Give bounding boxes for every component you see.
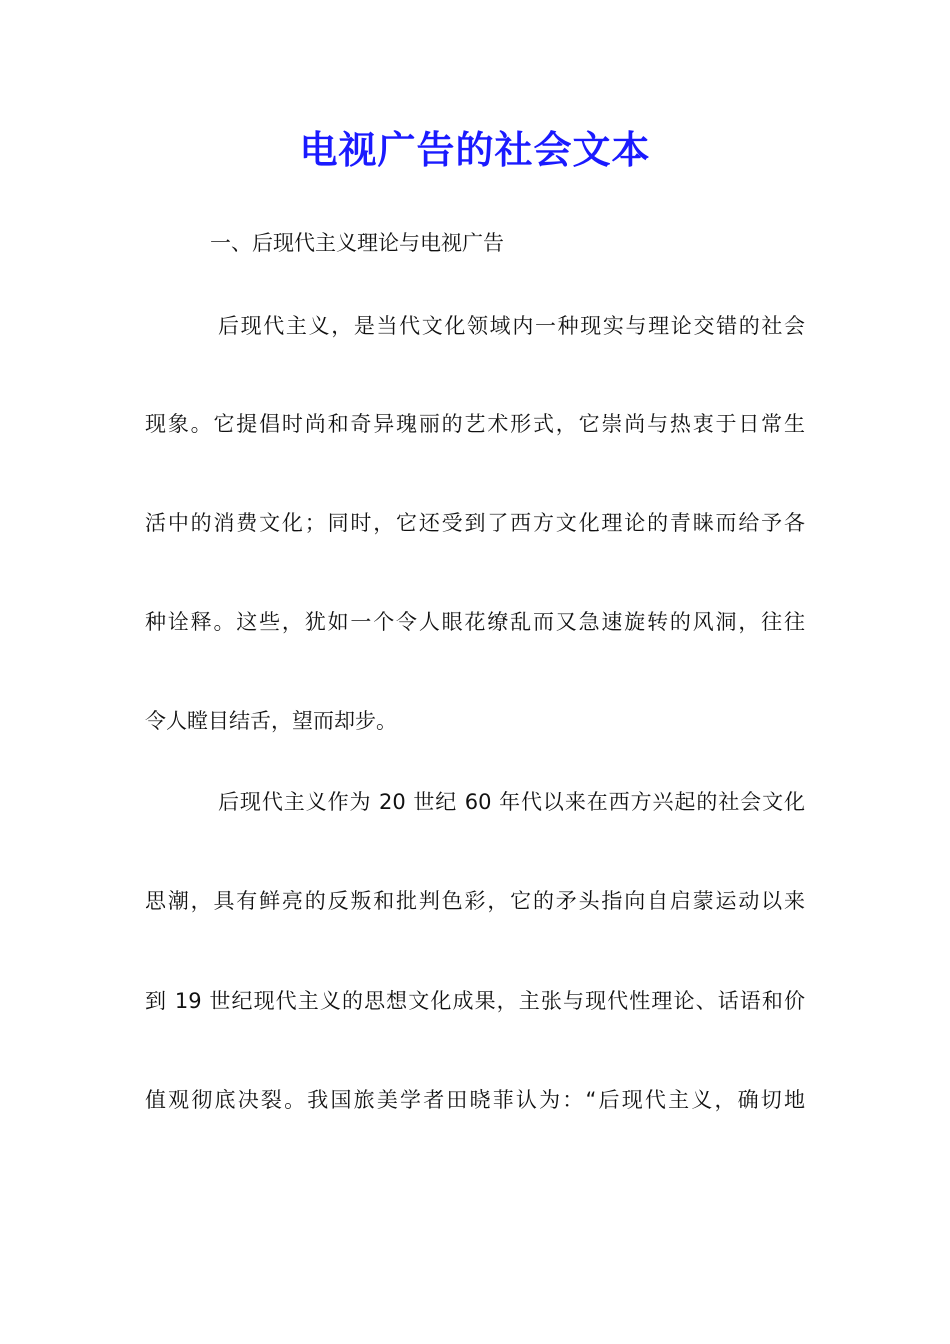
paragraph-line: 后现代主义作为 20 世纪 60 年代以来在西方兴起的社会文化 bbox=[218, 790, 805, 814]
paragraph-line: 令人瞠目结舌，望而却步。 bbox=[145, 709, 397, 733]
paragraph-line: 到 19 世纪现代主义的思想文化成果，主张与现代性理论、话语和价 bbox=[145, 989, 805, 1013]
paragraph-line: 现象。它提倡时尚和奇异瑰丽的艺术形式，它崇尚与热衷于日常生 bbox=[145, 412, 805, 436]
paragraph-line: 种诠释。这些，犹如一个令人眼花缭乱而又急速旋转的风洞，往往 bbox=[145, 610, 805, 634]
paragraph-line: 值观彻底决裂。我国旅美学者田晓菲认为：“后现代主义，确切地 bbox=[145, 1088, 805, 1112]
paragraph-line: 后现代主义，是当代文化领域内一种现实与理论交错的社会 bbox=[218, 314, 805, 338]
paragraph-line: 活中的消费文化；同时，它还受到了西方文化理论的青睐而给予各 bbox=[145, 511, 805, 535]
section-heading: 一、后现代主义理论与电视广告 bbox=[210, 231, 504, 255]
paragraph-line: 思潮，具有鲜亮的反叛和批判色彩，它的矛头指向自启蒙运动以来 bbox=[145, 889, 805, 913]
document-title: 电视广告的社会文本 bbox=[299, 127, 651, 172]
